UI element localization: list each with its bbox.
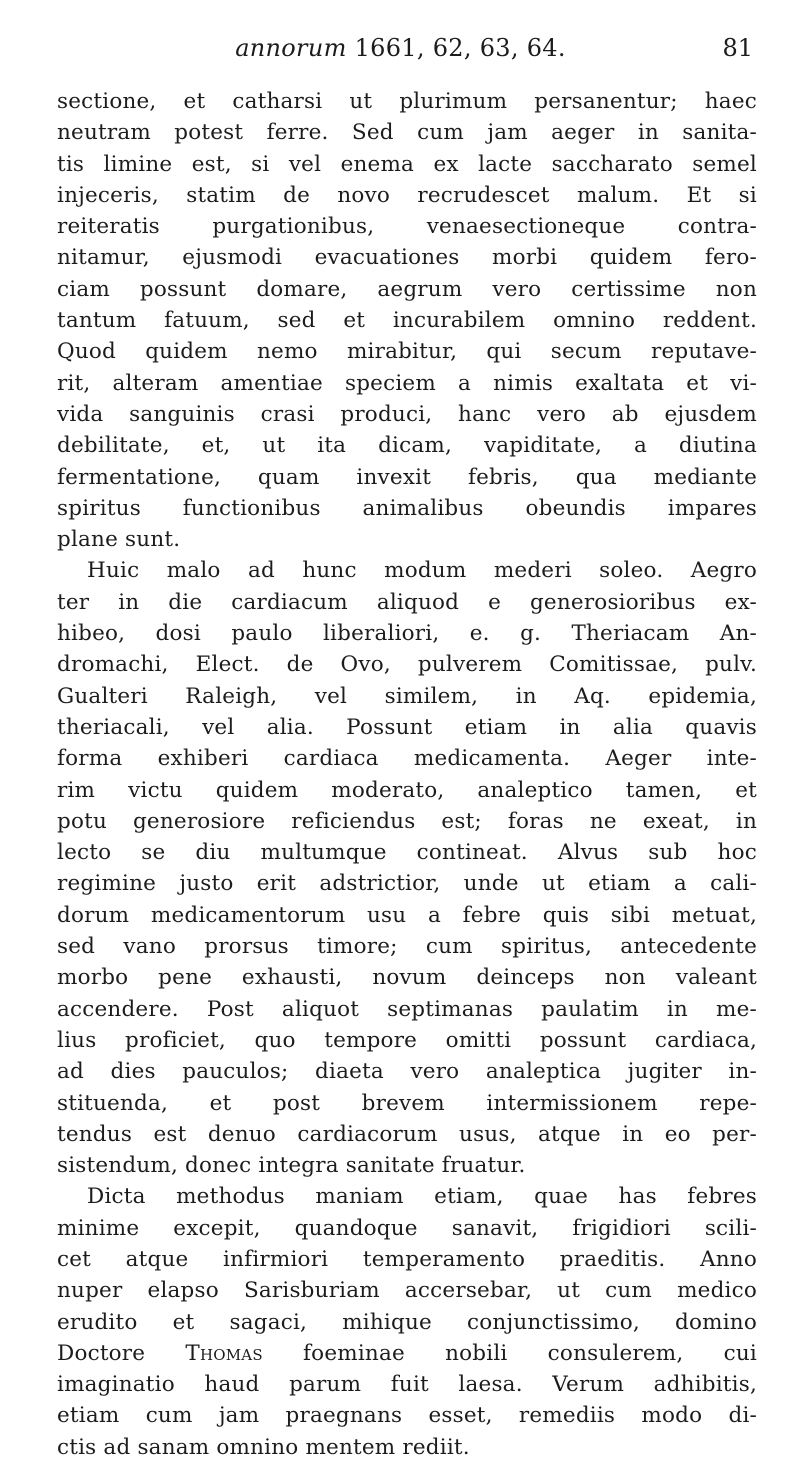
text-line: lius proficiet, quo tempore omitti possunt cardiaca, xyxy=(57,1027,757,1053)
text-line: Gualteri Raleigh, vel similem, in Aq. epidemia, xyxy=(57,683,757,709)
text-line: nitamur, ejusmodi evacuationes morbi quidem fero- xyxy=(57,245,757,271)
running-head-italic: annorum xyxy=(235,34,347,62)
paragraph-start-line: Dicta methodus maniam etiam, quae has febres xyxy=(87,1184,757,1210)
text-line: rim victu quidem moderato, analeptico tamen, et xyxy=(57,777,757,803)
text-line: imaginatio haud parum fuit laesa. Verum adhibitis, xyxy=(57,1372,757,1398)
text-line: erudito et sagaci, mihique conjunctissimo, domino xyxy=(57,1309,757,1335)
text-line: ter in die cardiacum aliquod e generosioribus ex- xyxy=(57,589,757,615)
text-line: fermentatione, quam invexit febris, qua mediante xyxy=(57,464,757,490)
text-line: ctis ad sanam omnino mentem rediit. xyxy=(57,1434,470,1460)
text-line: cet atque infirmiori temperamento praeditis. Anno xyxy=(57,1246,757,1272)
text-line: morbo pene exhausti, novum deinceps non valeant xyxy=(57,965,757,991)
body-text xyxy=(57,86,757,1463)
text-line: nuper elapso Sarisburiam accersebar, ut cum medico xyxy=(57,1278,757,1304)
text-line: sectione, et catharsi ut plurimum persanentur; haec xyxy=(57,89,757,114)
text-line: rit, alteram amentiae speciem a nimis exaltata et vi- xyxy=(57,370,757,396)
text-line: debilitate, et, ut ita dicam, vapiditate, a diutina xyxy=(57,433,757,459)
text-line: etiam cum jam praegnans esset, remediis modo di- xyxy=(57,1403,757,1429)
text-line: spiritus functionibus animalibus obeundis impares xyxy=(57,495,757,521)
text-line-with-name xyxy=(57,1338,757,1369)
text-line: regimine justo erit adstrictior, unde ut etiam a cali- xyxy=(57,871,757,897)
text-line: reiteratis purgationibus, venaesectioneque contra- xyxy=(57,214,757,240)
text-line: hibeo, dosi paulo liberaliori, e. g. Theriacam An- xyxy=(57,621,757,647)
text-line: ad dies pauculos; diaeta vero analeptica jugiter in- xyxy=(57,1059,757,1085)
running-head-years: 1661, 62, 63, 64. xyxy=(346,34,566,62)
page-header xyxy=(0,34,801,68)
text-line: sistendum, donec integra sanitate fruatur. xyxy=(57,1153,526,1179)
text-line: plane sunt. xyxy=(57,527,181,553)
page-number: 81 xyxy=(722,34,753,62)
text-line: accendere. Post aliquot septimanas paulatim in me- xyxy=(57,996,757,1022)
text-line: lecto se diu multumque contineat. Alvus sub hoc xyxy=(57,840,757,866)
text-fragment: Doctore xyxy=(57,1340,186,1366)
text-line: tantum fatuum, sed et incurabilem omnino reddent. xyxy=(57,308,757,334)
text-line: theriacali, vel alia. Possunt etiam in alia quavis xyxy=(57,714,757,740)
text-line: vida sanguinis crasi produci, hanc vero ab ejusdem xyxy=(57,401,757,427)
text-line: forma exhiberi cardiaca medicamenta. Aeger inte- xyxy=(57,746,757,772)
text-line: potu generosiore reficiendus est; foras ne exeat, in xyxy=(57,808,757,834)
text-fragment: foeminae nobili consulerem, cui xyxy=(303,1340,757,1366)
paragraph-start-line: Huic malo ad hunc modum mederi soleo. Aegro xyxy=(87,558,757,584)
text-line: minime excepit, quandoque sanavit, frigidiori scili- xyxy=(57,1215,757,1241)
small-caps-name: Thomas xyxy=(185,1340,263,1366)
text-line: tis limine est, si vel enema ex lacte saccharato semel xyxy=(57,151,757,177)
text-line: tendus est denuo cardiacorum usus, atque in eo per- xyxy=(57,1121,757,1147)
text-line: ciam possunt domare, aegrum vero certissime non xyxy=(57,276,757,302)
text-line: neutram potest ferre. Sed cum jam aeger in sanita- xyxy=(57,120,757,146)
text-line: dorum medicamentorum usu a febre quis sibi metuat, xyxy=(57,902,757,928)
text-line: injeceris, statim de novo recrudescet malum. Et si xyxy=(57,182,757,208)
running-head xyxy=(0,34,801,62)
text-line: stituenda, et post brevem intermissionem repe- xyxy=(57,1090,757,1116)
text-line: sed vano prorsus timore; cum spiritus, antecedente xyxy=(57,934,757,960)
text-line: dromachi, Elect. de Ovo, pulverem Comitissae, pulv. xyxy=(57,652,757,678)
text-line: Quod quidem nemo mirabitur, qui secum reputave- xyxy=(57,339,757,365)
